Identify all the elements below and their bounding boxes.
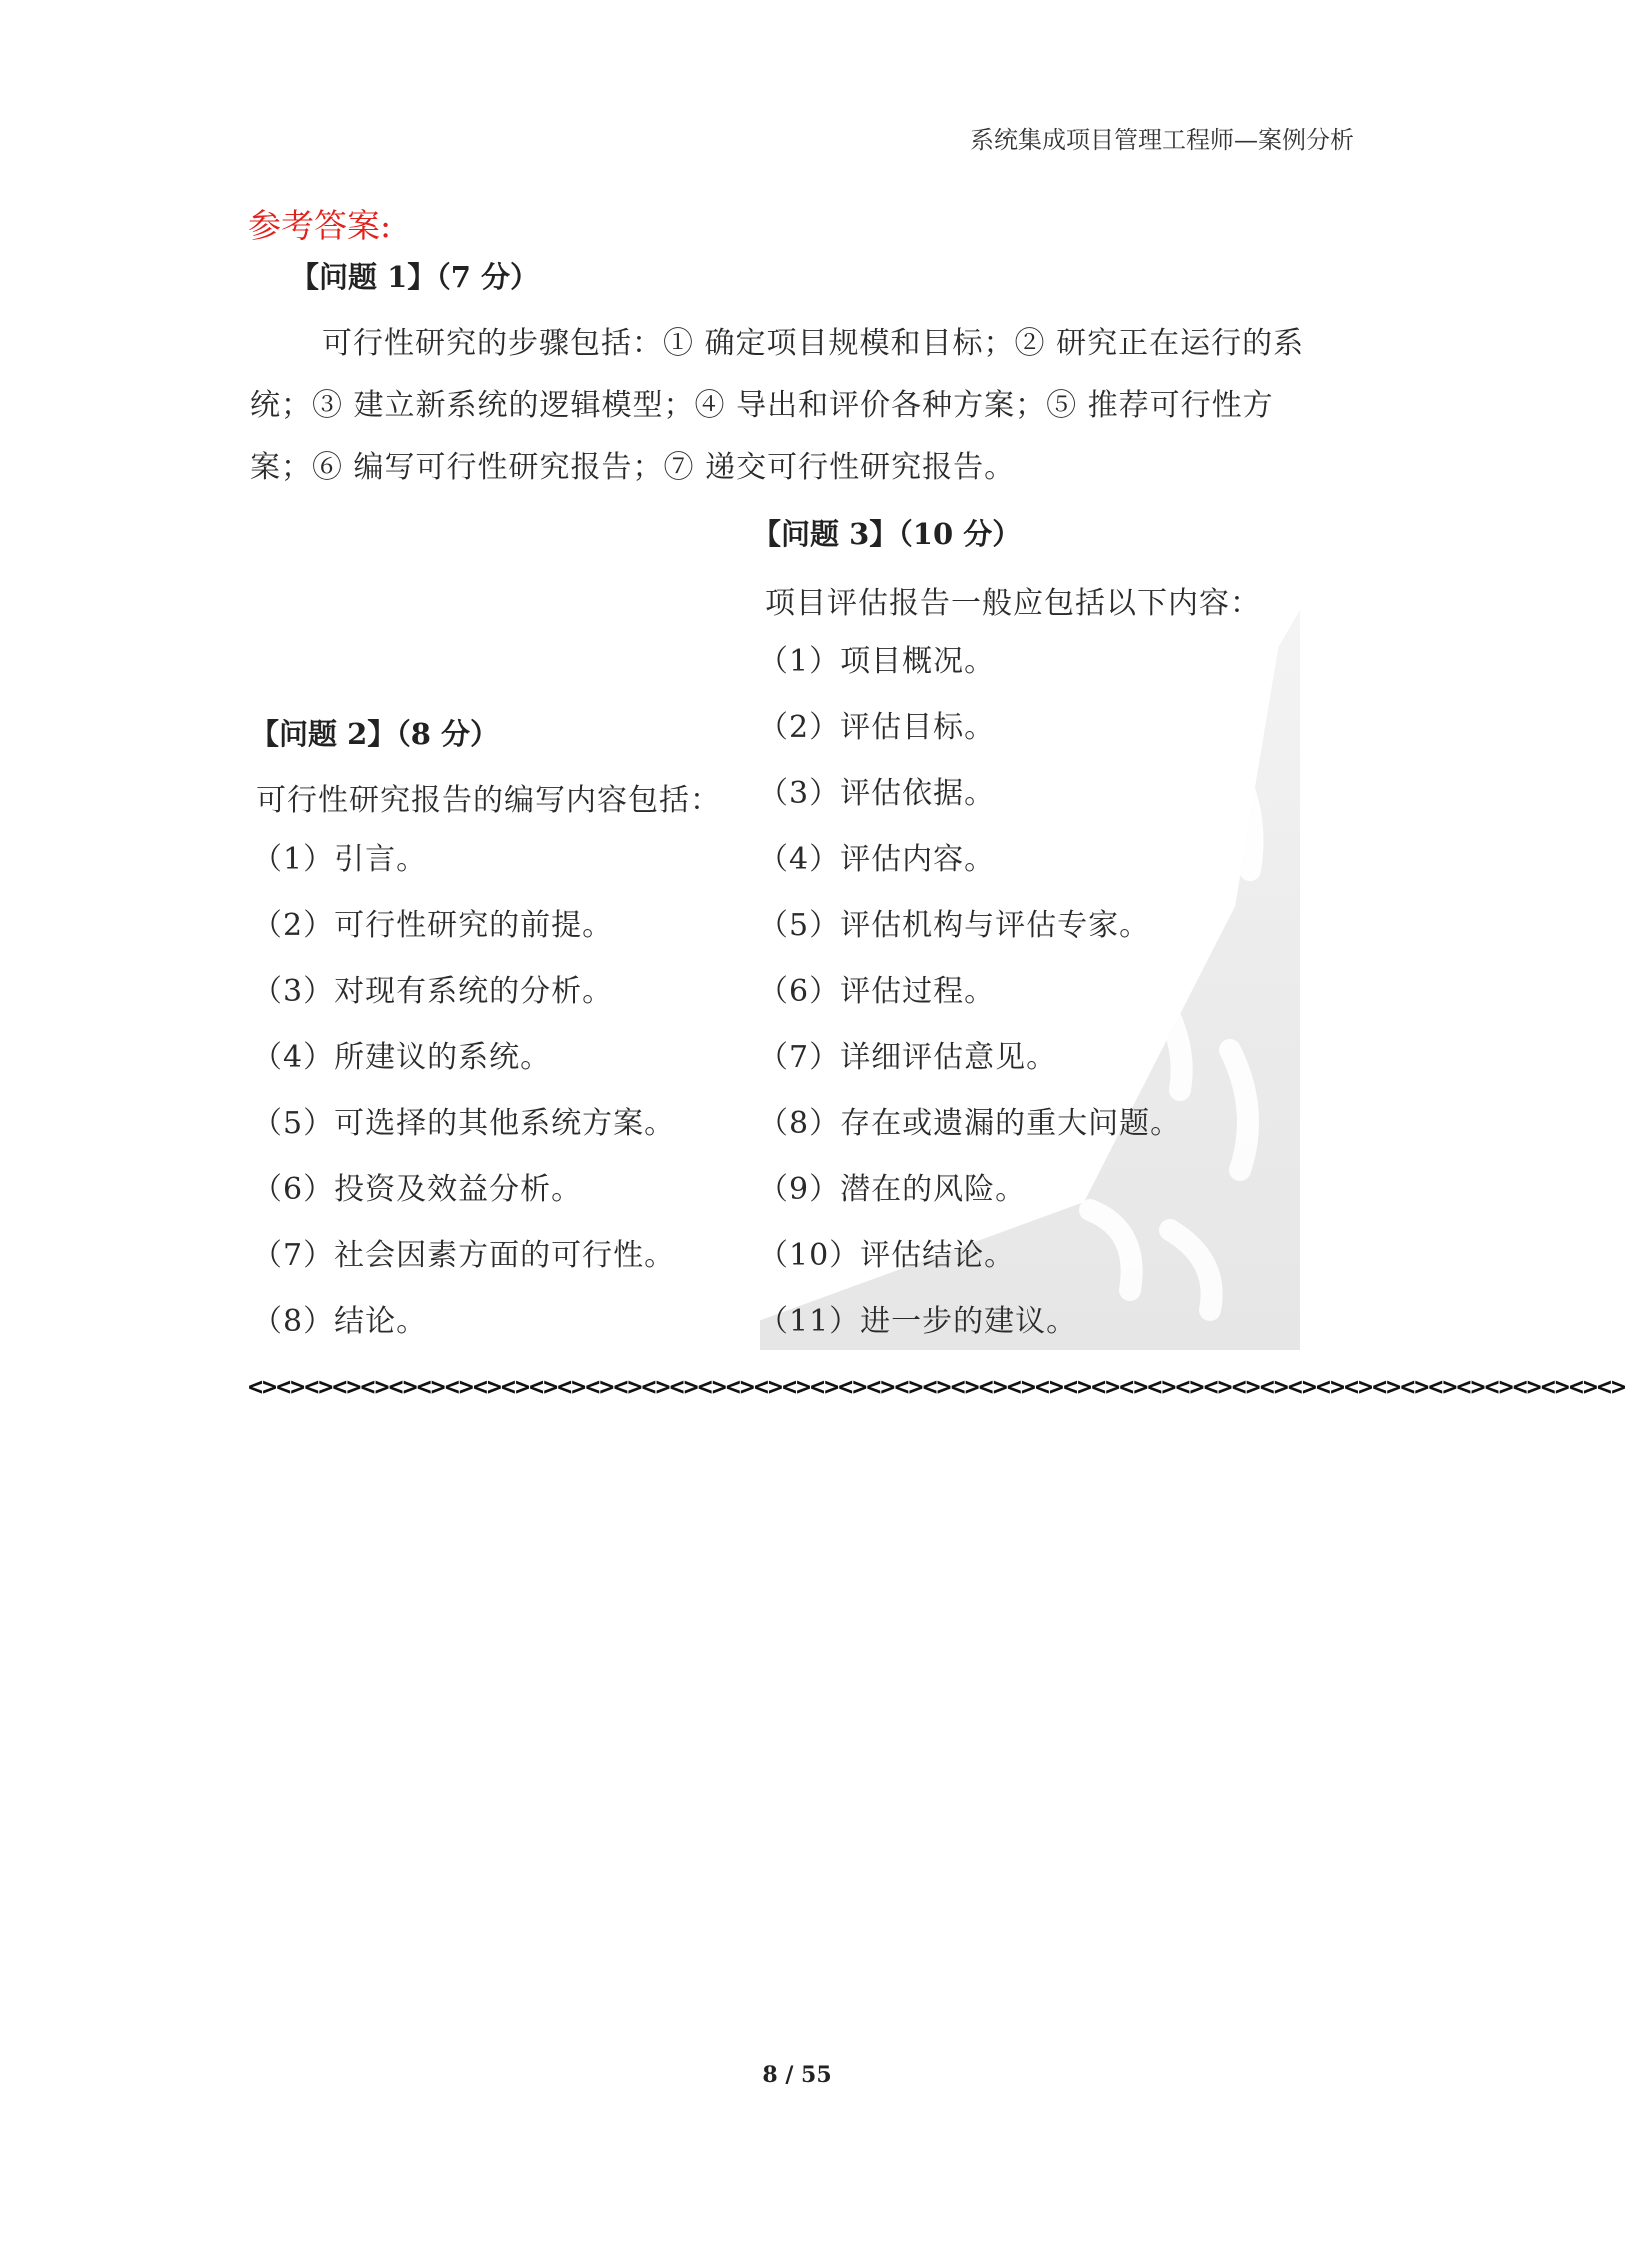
- list-item: （8）结论。: [252, 1304, 428, 1339]
- list-item: （9）潜在的风险。: [758, 1172, 1027, 1207]
- list-item: （10）评估结论。: [758, 1238, 1016, 1273]
- question-1-heading: 【问题 1】（7 分）: [290, 260, 540, 294]
- question-3-heading: 【问题 3】（10 分）: [752, 517, 1022, 551]
- list-item: （1）引言。: [252, 842, 428, 877]
- question-1-line: 统；③ 建立新系统的逻辑模型；④ 导出和评价各种方案；⑤ 推荐可行性方: [250, 388, 1274, 423]
- question-2-list: [252, 840, 675, 1368]
- page-number: 8 / 55: [762, 2062, 832, 2088]
- question-2-intro: 可行性研究报告的编写内容包括：: [256, 783, 721, 818]
- list-item: （2）评估目标。: [758, 710, 996, 745]
- list-item: （3）评估依据。: [758, 776, 996, 811]
- list-item: （1）项目概况。: [758, 644, 996, 679]
- list-item: （7）详细评估意见。: [758, 1040, 1058, 1075]
- list-item: （3）对现有系统的分析。: [252, 974, 614, 1009]
- list-item: （6）投资及效益分析。: [252, 1172, 583, 1207]
- answer-heading: 参考答案:: [248, 206, 392, 245]
- list-item: （5）可选择的其他系统方案。: [252, 1106, 676, 1141]
- list-item: （7）社会因素方面的可行性。: [252, 1238, 676, 1273]
- section-divider: <><><><><><><><><><><><><><><><><><><><><><><><><><><><><><><><><><><><><><><><><><><><><><><><><>: [248, 1372, 1625, 1401]
- list-item: （2）可行性研究的前提。: [252, 908, 614, 943]
- list-item: （4）评估内容。: [758, 842, 996, 877]
- running-header: 系统集成项目管理工程师—案例分析: [970, 126, 1354, 154]
- list-item: （5）评估机构与评估专家。: [758, 908, 1151, 943]
- question-3-intro: 项目评估报告一般应包括以下内容：: [765, 586, 1261, 621]
- question-1-line: 案；⑥ 编写可行性研究报告；⑦ 递交可行性研究报告。: [250, 450, 1016, 485]
- list-item: （8）存在或遗漏的重大问题。: [758, 1106, 1182, 1141]
- list-item: （11）进一步的建议。: [758, 1304, 1078, 1339]
- list-item: （6）评估过程。: [758, 974, 996, 1009]
- question-2-heading: 【问题 2】（8 分）: [250, 717, 500, 751]
- list-item: （4）所建议的系统。: [252, 1040, 552, 1075]
- question-1-line: 可行性研究的步骤包括：① 确定项目规模和目标；② 研究正在运行的系: [322, 326, 1305, 361]
- question-3-list: [758, 642, 1181, 1368]
